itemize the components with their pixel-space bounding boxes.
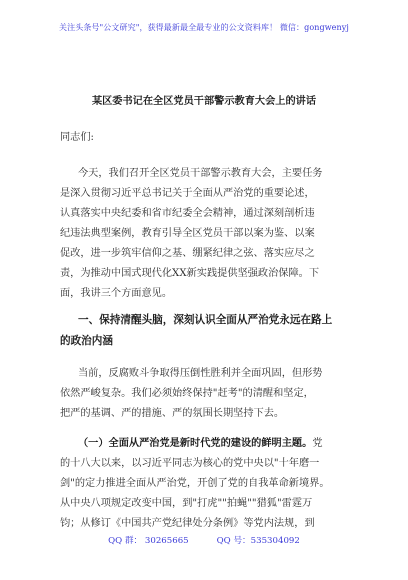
footer-qq-group: QQ 群： 30265665 bbox=[108, 536, 189, 546]
intro-line-2: 是深入贯彻习近平总书记关于全面从严治党的重要论述， bbox=[60, 188, 315, 199]
greeting: 同志们: bbox=[60, 132, 94, 143]
section1-heading-line-2: 的政治内涵 bbox=[60, 335, 113, 347]
intro-line-1: 今天，我们召开全区党员干部警示教育大会，主要任务 bbox=[78, 168, 323, 179]
sub1-line-4: 钧；从修订《中国共产党纪律处分条例》等党内法规，到 bbox=[60, 518, 315, 529]
section1-line-1: 当前，反腐败斗争取得压倒性胜利并全面巩固，但形势 bbox=[78, 368, 323, 379]
section1-line-2: 依然严峻复杂。我们必须始终保持"赶考"的清醒和坚定， bbox=[60, 388, 314, 399]
sub1-line-3: 从中央八项规定改变中国，到"打虎""拍蝇""猎狐"雷霆万 bbox=[60, 498, 313, 509]
footer-qq-number: QQ 号：535304092 bbox=[216, 536, 300, 546]
sub1-heading-line bbox=[78, 434, 360, 449]
intro-line-3: 认真落实中央纪委和省市纪委全会精神，通过深刻剖析违 bbox=[60, 208, 315, 219]
document-title: 某区委书记在全区党员干部警示教育大会上的讲话 bbox=[91, 95, 317, 107]
sub1-heading: （一）全面从严治党是新时代党的建设的鲜明主题。 bbox=[78, 437, 313, 449]
sub1-line-1: 的十八大以来，以习近平同志为核心的党中央以"十年磨一 bbox=[60, 458, 320, 469]
section1-heading-line-1: 一、保持清醒头脑，深刻认识全面从严治党永远在路上 bbox=[78, 314, 333, 326]
intro-line-4: 纪违法典型案例，教育引导全区党员干部以案为鉴、以案 bbox=[60, 228, 315, 239]
intro-line-7: 面，我讲三个方面意见。 bbox=[60, 288, 173, 299]
footer-contact bbox=[0, 534, 408, 546]
sub1-heading-tail: 党 bbox=[312, 438, 323, 449]
section1-line-3: 把严的基调、严的措施、严的氛围长期坚持下去。 bbox=[60, 408, 285, 419]
sub1-line-2: 剑"的定力推进全面从严治党，开创了党的自我革命新境界。 bbox=[60, 478, 330, 489]
header-notice: 关注头条号"公文研究"，获得最新最全最专业的公文资料库！ 微信：gongwenyj bbox=[59, 23, 349, 32]
intro-line-6: 责，为推动中国式现代化XX新实践提供坚强政治保障。下 bbox=[60, 268, 320, 279]
intro-line-5: 促改，进一步筑牢信仰之基、绷紧纪律之弦、落实应尽之 bbox=[60, 248, 315, 259]
